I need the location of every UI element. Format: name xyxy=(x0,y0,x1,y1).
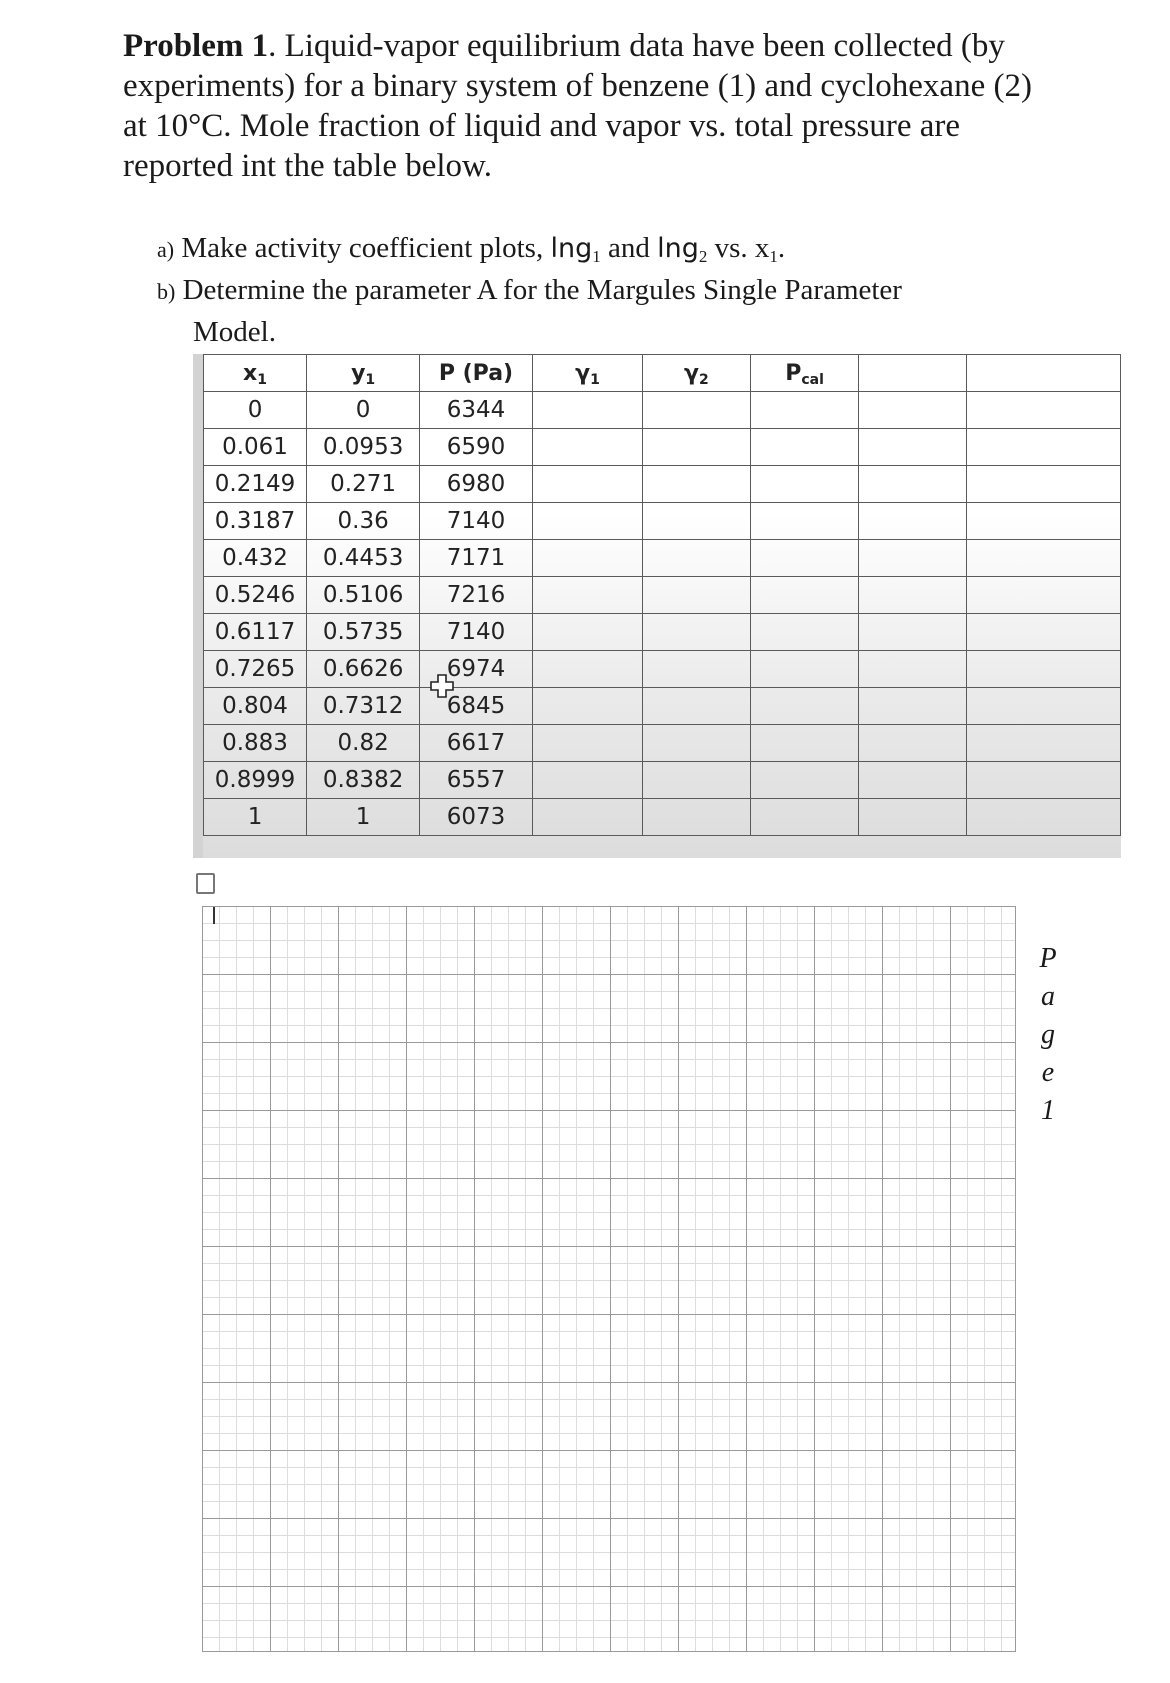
header-x1: $x_1$ xyxy=(204,355,307,392)
cell-gamma2[interactable] xyxy=(643,725,751,762)
cell-gamma2[interactable] xyxy=(643,688,751,725)
cell-empty-2[interactable] xyxy=(966,466,1120,503)
table-left-edge xyxy=(193,354,203,858)
cell-pressure: 7171 xyxy=(420,540,533,577)
table-row xyxy=(204,762,1121,799)
cell-empty-2[interactable] xyxy=(966,392,1120,429)
cell-empty-2[interactable] xyxy=(966,762,1120,799)
page-letter: P xyxy=(1039,943,1057,974)
cell-empty[interactable] xyxy=(859,688,966,725)
cell-gamma1[interactable] xyxy=(532,466,642,503)
cell-x1: 0.5246 xyxy=(204,577,307,614)
cell-pcal[interactable] xyxy=(750,799,859,836)
page-label-vertical xyxy=(1030,940,1066,1130)
page-number: 1 xyxy=(1041,1095,1055,1126)
cell-gamma1[interactable] xyxy=(532,799,642,836)
cell-pressure: 6073 xyxy=(420,799,533,836)
cell-pcal[interactable] xyxy=(750,429,859,466)
cell-pcal[interactable] xyxy=(750,503,859,540)
cell-empty[interactable] xyxy=(859,651,966,688)
cell-pcal[interactable] xyxy=(750,688,859,725)
table-row xyxy=(204,503,1121,540)
page-letter: e xyxy=(1041,1057,1055,1088)
cell-gamma1[interactable] xyxy=(532,540,642,577)
cell-x1: 0.3187 xyxy=(204,503,307,540)
cell-x1: 0.804 xyxy=(204,688,307,725)
cell-y1: 0.271 xyxy=(307,466,420,503)
cell-pressure: 6845 xyxy=(420,688,533,725)
cell-gamma1[interactable] xyxy=(532,688,642,725)
cell-gamma2[interactable] xyxy=(643,577,751,614)
cell-y1: 0.36 xyxy=(307,503,420,540)
cell-pressure: 7140 xyxy=(420,614,533,651)
cell-pcal[interactable] xyxy=(750,577,859,614)
cell-gamma2[interactable] xyxy=(643,799,751,836)
cell-empty[interactable] xyxy=(859,577,966,614)
cell-x1: 0.8999 xyxy=(204,762,307,799)
cell-empty-2[interactable] xyxy=(966,651,1120,688)
header-gamma2: $\gamma_2$ xyxy=(643,355,751,392)
cell-gamma2[interactable] xyxy=(643,429,751,466)
cell-pcal[interactable] xyxy=(750,392,859,429)
header-y1: $y_1$ xyxy=(307,355,420,392)
ln-gamma1: lng xyxy=(550,233,593,264)
cell-y1: 0.7312 xyxy=(307,688,420,725)
part-b-prefix: b) xyxy=(157,279,176,304)
part-a-and: and xyxy=(600,232,658,264)
part-b xyxy=(157,270,1057,312)
cell-x1: 0.432 xyxy=(204,540,307,577)
header-gamma1: $\gamma_1$ xyxy=(532,355,642,392)
text-cursor xyxy=(213,907,215,924)
cell-gamma1[interactable] xyxy=(532,429,642,466)
cell-gamma2[interactable] xyxy=(643,392,751,429)
cell-gamma1[interactable] xyxy=(532,651,642,688)
cell-gamma2[interactable] xyxy=(643,762,751,799)
graph-paper-grid xyxy=(202,906,1016,1652)
cell-gamma1[interactable] xyxy=(532,577,642,614)
cell-empty[interactable] xyxy=(859,725,966,762)
cell-empty[interactable] xyxy=(859,429,966,466)
cell-empty-2[interactable] xyxy=(966,688,1120,725)
table-row xyxy=(204,540,1121,577)
cell-x1: 0.061 xyxy=(204,429,307,466)
cell-pcal[interactable] xyxy=(750,762,859,799)
cell-pcal[interactable] xyxy=(750,614,859,651)
cell-y1: 0.8382 xyxy=(307,762,420,799)
cell-pressure: 7216 xyxy=(420,577,533,614)
cell-empty[interactable] xyxy=(859,392,966,429)
header-empty xyxy=(859,355,966,392)
ln-gamma2-sub: 2 xyxy=(698,247,708,266)
x1-sub: 1 xyxy=(769,247,778,266)
header-pressure: P (Pa) xyxy=(420,355,533,392)
table-row xyxy=(204,429,1121,466)
cell-y1: 0.5735 xyxy=(307,614,420,651)
cell-pcal[interactable] xyxy=(750,540,859,577)
cell-empty-2[interactable] xyxy=(966,725,1120,762)
cell-gamma1[interactable] xyxy=(532,762,642,799)
cell-x1: 0.6117 xyxy=(204,614,307,651)
cell-pcal[interactable] xyxy=(750,466,859,503)
problem-statement xyxy=(123,26,1053,186)
cell-pressure: 6557 xyxy=(420,762,533,799)
cell-empty[interactable] xyxy=(859,540,966,577)
page-letter: a xyxy=(1041,981,1055,1012)
cell-pressure: 6974 xyxy=(420,651,533,688)
vle-data-table xyxy=(203,354,1121,836)
cell-empty-2[interactable] xyxy=(966,799,1120,836)
table-row xyxy=(204,392,1121,429)
ln-gamma1-sub: 1 xyxy=(592,247,601,266)
table-row xyxy=(204,466,1121,503)
table-row xyxy=(204,799,1121,836)
cell-y1: 0.6626 xyxy=(307,651,420,688)
cell-pcal[interactable] xyxy=(750,725,859,762)
problem-label: Problem 1 xyxy=(123,28,269,64)
cell-gamma1[interactable] xyxy=(532,392,642,429)
cell-gamma1[interactable] xyxy=(532,503,642,540)
cell-pcal[interactable] xyxy=(750,651,859,688)
cell-y1: 0.82 xyxy=(307,725,420,762)
table-row xyxy=(204,725,1121,762)
part-a-prefix: a) xyxy=(157,237,175,262)
cell-pressure: 6617 xyxy=(420,725,533,762)
cell-pressure: 6590 xyxy=(420,429,533,466)
problem-text: . Liquid-vapor equilibrium data have been collected (by experiments) for a binary system of benzene (1) and cyclohexane (2) at 10°C. Mole fraction of liquid and vapor vs. total pressure are reported int the table below. xyxy=(123,28,1032,184)
cell-y1: 0.5106 xyxy=(307,577,420,614)
table-row xyxy=(204,577,1121,614)
cell-gamma2[interactable] xyxy=(643,540,751,577)
ln-gamma2: lng xyxy=(657,233,699,264)
header-empty-2 xyxy=(966,355,1120,392)
cell-gamma1[interactable] xyxy=(532,725,642,762)
cell-x1: 1 xyxy=(204,799,307,836)
cell-y1: 0.0953 xyxy=(307,429,420,466)
cell-empty[interactable] xyxy=(859,762,966,799)
cell-gamma2[interactable] xyxy=(643,503,751,540)
cell-pressure: 7140 xyxy=(420,503,533,540)
table-row xyxy=(204,651,1121,688)
cell-empty[interactable] xyxy=(859,503,966,540)
problem-parts xyxy=(157,228,1057,352)
cell-empty[interactable] xyxy=(859,614,966,651)
header-pcal: $P_{cal}$ xyxy=(750,355,859,392)
cell-x1: 0 xyxy=(204,392,307,429)
cell-pressure: 6980 xyxy=(420,466,533,503)
data-table-container xyxy=(193,354,1121,858)
table-row xyxy=(204,614,1121,651)
part-a-end: . xyxy=(777,232,786,264)
cell-y1: 1 xyxy=(307,799,420,836)
cell-gamma2[interactable] xyxy=(643,651,751,688)
cell-empty[interactable] xyxy=(859,799,966,836)
page-letter: g xyxy=(1041,1019,1055,1050)
cell-empty-2[interactable] xyxy=(966,503,1120,540)
part-b-continued: Model. xyxy=(193,316,276,348)
cell-gamma2[interactable] xyxy=(643,466,751,503)
cell-empty-2[interactable] xyxy=(966,540,1120,577)
part-a xyxy=(157,228,1057,270)
cell-empty-2[interactable] xyxy=(966,614,1120,651)
cell-x1: 0.883 xyxy=(204,725,307,762)
cell-empty-2[interactable] xyxy=(966,577,1120,614)
cell-pressure: 6344 xyxy=(420,392,533,429)
table-header-row xyxy=(204,355,1121,392)
part-b-text: Determine the parameter A for the Margules Single Parameter xyxy=(182,274,902,306)
cell-x1: 0.2149 xyxy=(204,466,307,503)
part-a-text: Make activity coefficient plots, xyxy=(181,232,551,264)
cell-y1: 0 xyxy=(307,392,420,429)
cursor-cross-icon xyxy=(430,674,454,698)
cell-gamma1[interactable] xyxy=(532,614,642,651)
cell-x1: 0.7265 xyxy=(204,651,307,688)
cell-gamma2[interactable] xyxy=(643,614,751,651)
checkbox[interactable] xyxy=(196,873,215,894)
cell-empty-2[interactable] xyxy=(966,429,1120,466)
part-a-vs: vs. x xyxy=(707,232,770,264)
cell-empty[interactable] xyxy=(859,466,966,503)
cell-y1: 0.4453 xyxy=(307,540,420,577)
table-row xyxy=(204,688,1121,725)
